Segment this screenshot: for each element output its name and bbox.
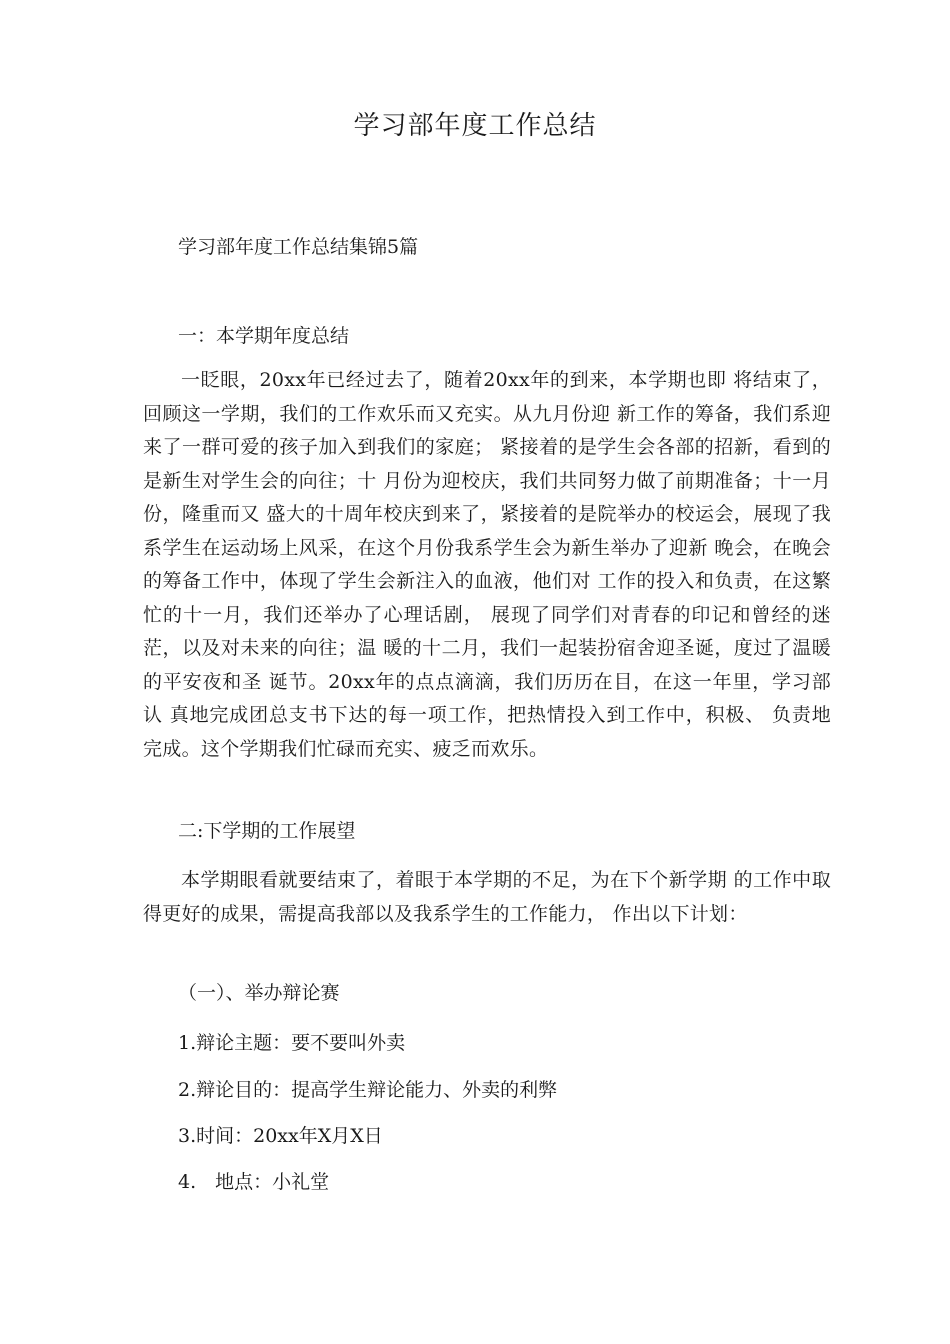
list-item: 4. 地点：小礼堂: [178, 1171, 330, 1193]
section2-paragraph: 本学期眼看就要结束了，着眼于本学期的不足，为在下个新学期 的工作中取得更好的成果，需提高我部以及我系学生的工作能力， 作出以下计划：: [143, 869, 831, 925]
list-item: 2.辩论目的：提高学生辩论能力、外卖的利弊: [178, 1079, 558, 1101]
document-subtitle: 学习部年度工作总结集锦5篇: [178, 236, 419, 258]
section2-heading: 二:下学期的工作展望: [178, 820, 356, 842]
document-title: 学习部年度工作总结: [353, 111, 597, 141]
section2-subheading: （一）、举办辩论赛: [178, 982, 340, 1004]
section1-heading: 一：本学期年度总结: [178, 325, 350, 347]
list-item: 1.辩论主题：要不要叫外卖: [178, 1032, 406, 1054]
list-item: 3.时间：20xx年X月X日: [178, 1125, 383, 1147]
section1-paragraph: 一眨眼，20xx年已经过去了，随着20xx年的到来，本学期也即 将结束了，回顾这一学期，我们的工作欢乐而又充实。从九月份迎 新工作的筹备，我们系迎来了一群可爱的孩子加入到我们的家庭； 紧接着的是学生会各部的招新，看到的是新生对学生会的向往；十 月份为迎校庆，我们共同努力做了前期准备；十一月份，隆重而又 盛大的十周年校庆到来了，紧接着的是院举办的校运会，展现了我 系学生在运动场上风采，在这个月份我系学生会为新生举办了迎新 晚会，在晚会的筹备工作中，体现了学生会新注入的血液，他们对 工作的投入和负责，在这繁忙的十一月，我们还举办了心理话剧， 展现了同学们对青春的印记和曾经的迷茫，以及对未来的向往；温 暖的十二月，我们一起装扮宿舍迎圣诞，度过了温暖的平安夜和圣 诞节。20xx年的点点滴滴，我们历历在目，在这一年里，学习部认 真地完成团总支书下达的每一项工作，把热情投入到工作中，积极、 负责地完成。这个学期我们忙碌而充实、疲乏而欢乐。: [143, 369, 831, 760]
